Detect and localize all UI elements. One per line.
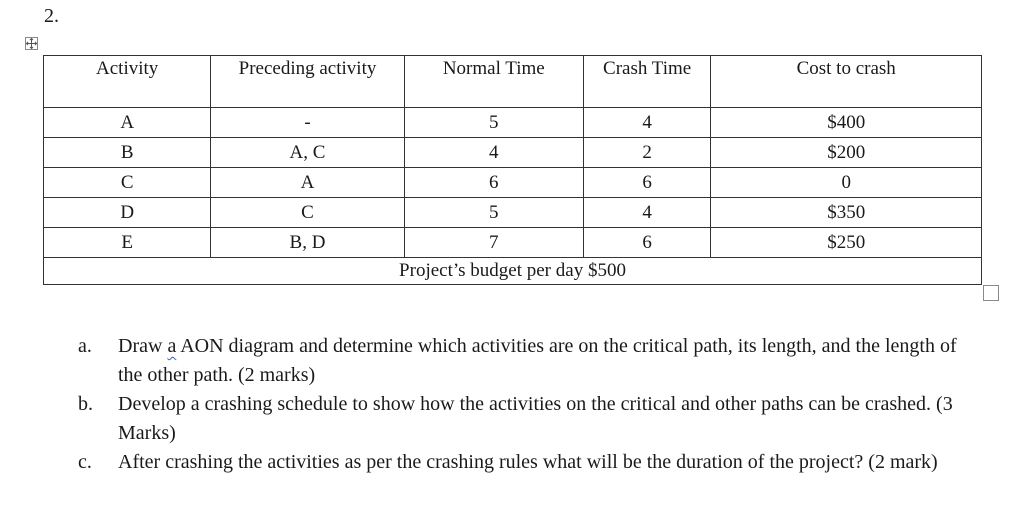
preceding-cell: A, C	[211, 138, 404, 168]
preceding-cell: -	[211, 108, 404, 138]
question-text	[118, 332, 983, 390]
preceding-cell: A	[211, 168, 404, 198]
crash-time-cell: 4	[583, 198, 710, 228]
normal-time-cell: 4	[404, 138, 583, 168]
table-row	[44, 108, 982, 138]
header-preceding-activity: Preceding activity	[211, 56, 404, 108]
normal-time-cell: 5	[404, 198, 583, 228]
table-row	[44, 138, 982, 168]
activity-cell: A	[44, 108, 211, 138]
question-a	[78, 332, 983, 390]
preceding-cell: C	[211, 198, 404, 228]
cost-cell: $350	[711, 198, 982, 228]
cost-cell: $400	[711, 108, 982, 138]
header-normal-time: Normal Time	[404, 56, 583, 108]
table-row	[44, 228, 982, 258]
question-text: After crashing the activities as per the crashing rules what will be the duration of the project? (2 mark)	[118, 451, 938, 473]
budget-row	[44, 258, 982, 285]
crash-time-cell: 2	[583, 138, 710, 168]
question-list	[78, 332, 983, 477]
table-move-handle-icon[interactable]	[25, 37, 38, 50]
grammar-flagged-word[interactable]: a	[167, 335, 177, 357]
activity-cell: D	[44, 198, 211, 228]
question-a-post: AON diagram and determine which activities are on the critical path, its length, and the length of the other path. (2 marks)	[118, 335, 957, 386]
table-row	[44, 198, 982, 228]
header-activity: Activity	[44, 56, 211, 108]
normal-time-cell: 7	[404, 228, 583, 258]
cost-cell: $250	[711, 228, 982, 258]
question-label: b.	[78, 393, 93, 415]
cost-cell: $200	[711, 138, 982, 168]
crash-time-cell: 6	[583, 228, 710, 258]
question-a-pre: Draw	[118, 335, 168, 357]
preceding-cell: B, D	[211, 228, 404, 258]
budget-note: Project’s budget per day $500	[44, 258, 982, 285]
table-header-row	[44, 56, 982, 108]
question-number: 2.	[44, 5, 59, 27]
table-row	[44, 168, 982, 198]
crash-time-cell: 4	[583, 108, 710, 138]
question-c	[78, 448, 983, 477]
cost-cell: 0	[711, 168, 982, 198]
question-text: Develop a crashing schedule to show how the activities on the critical and other paths can be crashed. (3 Marks)	[118, 393, 953, 444]
normal-time-cell: 6	[404, 168, 583, 198]
crash-time-cell: 6	[583, 168, 710, 198]
activity-cell: B	[44, 138, 211, 168]
normal-time-cell: 5	[404, 108, 583, 138]
table-resize-handle[interactable]	[983, 285, 999, 301]
question-label: c.	[78, 451, 92, 473]
header-cost-to-crash: Cost to crash	[711, 56, 982, 108]
header-crash-time: Crash Time	[583, 56, 710, 108]
activity-cell: C	[44, 168, 211, 198]
question-b	[78, 390, 983, 448]
activity-cell: E	[44, 228, 211, 258]
question-label: a.	[78, 335, 92, 357]
activity-table	[43, 55, 982, 285]
